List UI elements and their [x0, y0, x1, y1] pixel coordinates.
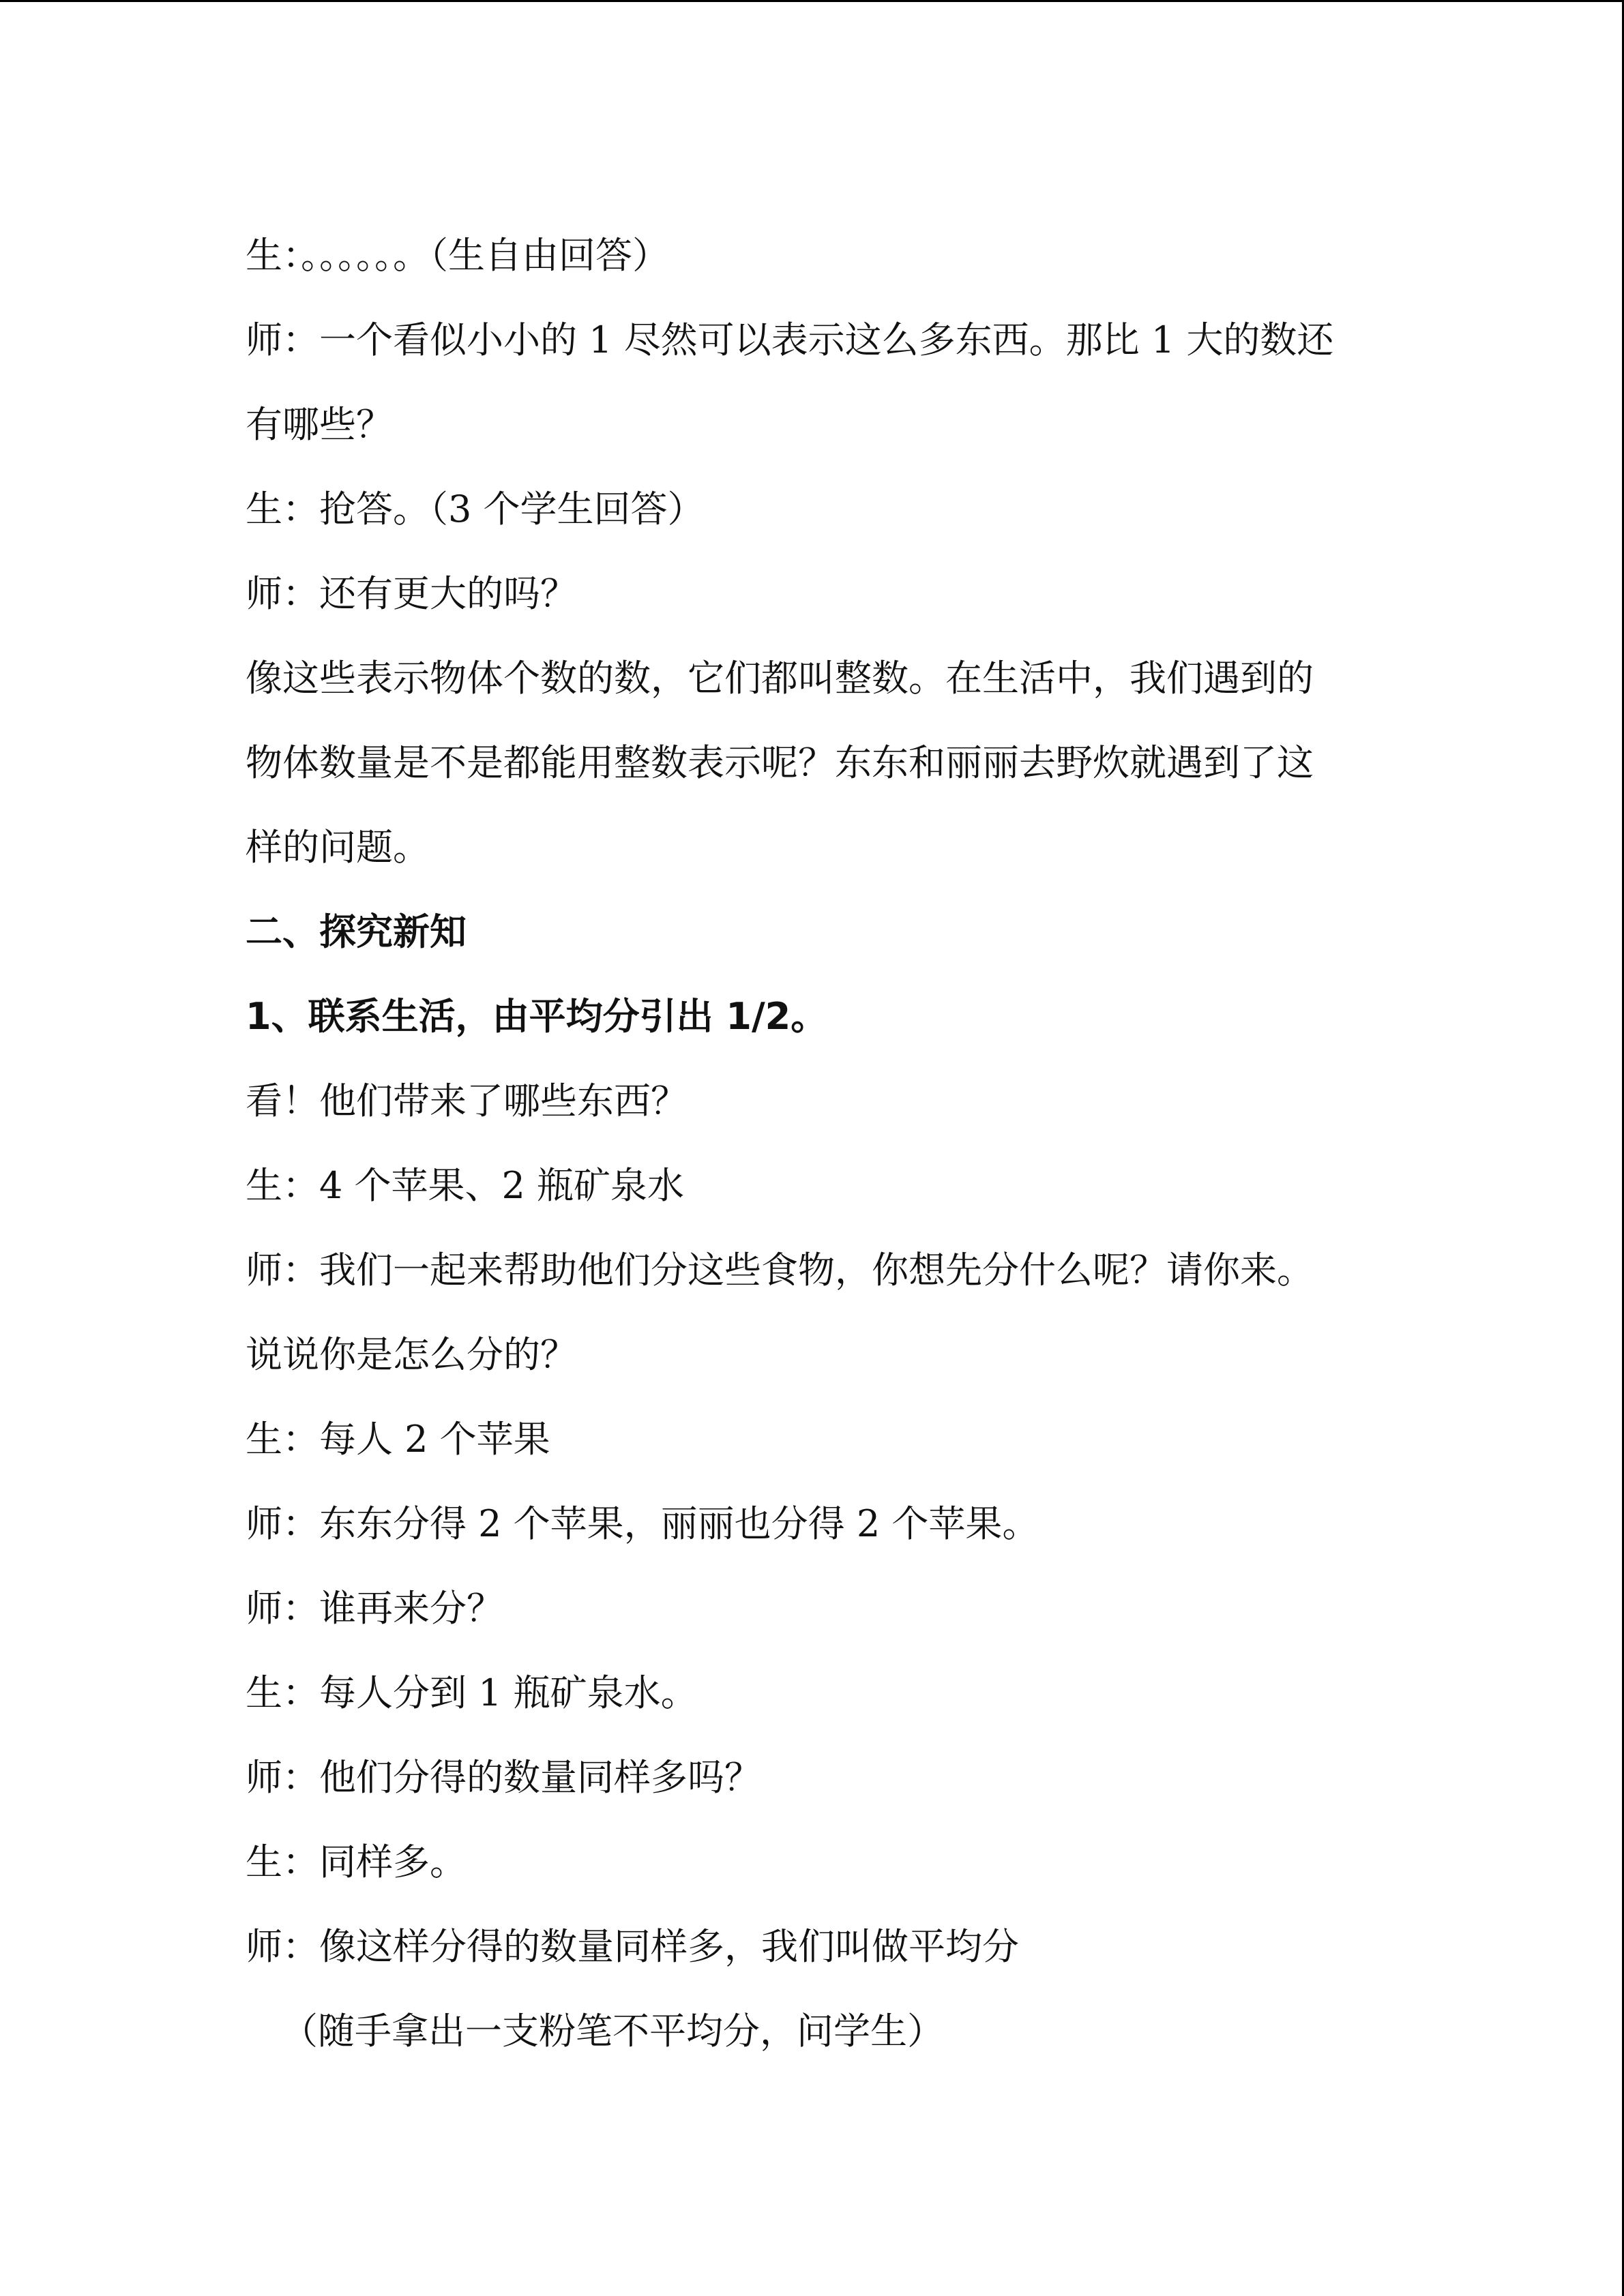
paragraph-line: 物体数量是不是都能用整数表示呢？东东和丽丽去野炊就遇到了这: [246, 741, 1314, 784]
paragraph-line: 像这些表示物体个数的数，它们都叫整数。在生活中，我们遇到的: [246, 657, 1314, 700]
dialogue-line: 师：东东分得 2 个苹果，丽丽也分得 2 个苹果。: [246, 1502, 1039, 1545]
dialogue-line: 生：同样多。: [246, 1840, 467, 1883]
dialogue-line: 师：一个看似小小的 1 尽然可以表示这么多东西。那比 1 大的数还: [246, 318, 1334, 361]
dialogue-line: 师：我们一起来帮助他们分这些食物，你想先分什么呢？请你来。: [246, 1249, 1314, 1292]
paragraph-line: 说说你是怎么分的？: [246, 1333, 577, 1376]
dialogue-line: 生：抢答。（3 个学生回答）: [246, 488, 705, 531]
dialogue-line: 有哪些？: [246, 403, 393, 446]
section-heading: 二、探究新知: [246, 910, 467, 953]
dialogue-line: 师：像这样分得的数量同样多，我们叫做平均分: [246, 1925, 1019, 1968]
paragraph-line: 看！他们带来了哪些东西？: [246, 1079, 688, 1122]
dialogue-line: 生：4 个苹果、2 瓶矿泉水: [246, 1164, 685, 1207]
dialogue-line: 师：还有更大的吗？: [246, 572, 577, 615]
dialogue-line: 生：每人分到 1 瓶矿泉水。: [246, 1671, 698, 1714]
document-body: [246, 213, 1371, 2074]
dialogue-line: 生：。。。。。。（生自由回答）: [246, 234, 669, 277]
stage-direction: （随手拿出一支粉笔不平均分，问学生）: [281, 2010, 944, 2053]
dialogue-line: 师：他们分得的数量同样多吗？: [246, 1756, 761, 1799]
dialogue-line: 生：每人 2 个苹果: [246, 1418, 550, 1461]
dialogue-line: 师：谁再来分？: [246, 1587, 503, 1630]
subsection-heading: 1、联系生活，由平均分引出 1/2。: [246, 995, 828, 1038]
paragraph-line: 样的问题。: [246, 826, 430, 869]
